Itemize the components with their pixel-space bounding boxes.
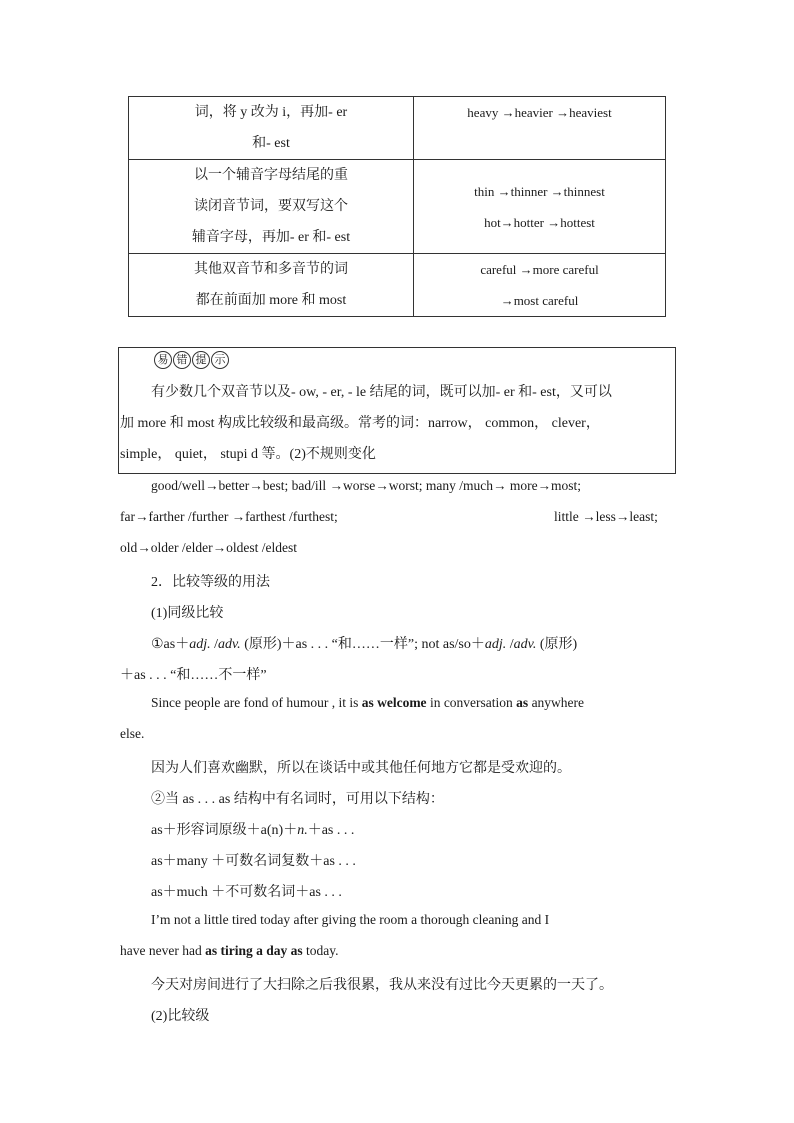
example-cell	[414, 254, 666, 317]
text-run: ①as＋	[151, 637, 190, 652]
table-row	[129, 97, 666, 160]
rule-line: 读闭音节词，要双写这个	[194, 199, 348, 214]
table-row	[129, 254, 666, 317]
tip-title-char: 提	[192, 351, 210, 369]
example-line: heavy →heavier →heaviest	[467, 105, 612, 120]
tip-title-char: 示	[211, 351, 229, 369]
text-run: as＋形容词原级＋a(n)＋	[151, 823, 298, 838]
rule-cell	[129, 160, 414, 254]
rule-item-1-cont: ＋as . . . “和……不一样”	[120, 668, 267, 683]
example-sentence-cont	[120, 943, 338, 959]
rule-line: 词，将 y 改为 i，再加- er	[194, 105, 348, 120]
text-run: /	[506, 637, 514, 652]
text-run: ＋as . . .	[307, 823, 355, 838]
tip-line: 有少数几个双音节以及- ow, - er, - le 结尾的词，既可以加- er 和- est，又可以	[151, 385, 612, 400]
irregular-line: far→farther /further →farthest /furthest;	[120, 509, 338, 524]
text-run: as welcome	[361, 695, 427, 710]
text-run: anywhere	[528, 695, 585, 710]
comparison-rules-table	[128, 96, 666, 317]
text-run: today.	[302, 943, 339, 958]
text-run: adv.	[513, 637, 537, 652]
tip-title-char: 易	[154, 351, 172, 369]
subsection-heading: (2)比较级	[151, 1009, 210, 1024]
section-heading: 2．比较等级的用法	[151, 575, 270, 590]
irregular-line: good/well→better→best; bad/ill →worse→worst; many /much→ more→most;	[151, 478, 582, 493]
rule-cell	[129, 97, 414, 160]
example-translation: 今天对房间进行了大扫除之后我很累，我从来没有过比今天更累的一天了。	[151, 978, 613, 993]
rule-line: 都在前面加 more 和 most	[195, 293, 347, 308]
table-row	[129, 160, 666, 254]
structure-line	[151, 819, 354, 839]
rule-line: 辅音字母，再加- er 和- est	[191, 230, 351, 245]
text-run: adj.	[484, 637, 507, 652]
example-line: thin →thinner →thinnest	[474, 183, 605, 199]
text-run: have never had	[120, 943, 206, 958]
irregular-line: little →less→least;	[554, 509, 658, 524]
text-run: n.	[297, 823, 308, 838]
subsection-heading: (1)同级比较	[151, 606, 224, 621]
text-run: in conversation	[426, 695, 517, 710]
example-translation: 因为人们喜欢幽默，所以在谈话中或其他任何地方它都是受欢迎的。	[151, 761, 571, 776]
structure-line: as＋much ＋不可数名词＋as . . .	[151, 885, 342, 900]
text-run: adj.	[189, 637, 211, 652]
text-run: adv.	[218, 637, 241, 652]
text-run: (原形)＋as . . . “和……一样”; not as/so＋	[240, 637, 485, 652]
irregular-line: old→older /elder→oldest /eldest	[120, 540, 297, 555]
tip-title	[154, 351, 229, 369]
tip-line: 加 more 和 most 构成比较级和最高级。常考的词：narrow， common， clever，	[120, 416, 600, 431]
rule-item-1	[151, 633, 577, 653]
tip-title-char: 错	[173, 351, 191, 369]
tip-line: simple， quiet， stupi d 等。(2)不规则变化	[120, 447, 376, 462]
text-run: as tiring a day as	[205, 943, 303, 958]
rule-item-2: ②当 as . . . as 结构中有名词时，可用以下结构：	[151, 792, 444, 807]
text-run: Since people are fond of humour , it is	[151, 695, 362, 710]
example-line: →most careful	[500, 293, 579, 308]
example-cell	[414, 160, 666, 254]
text-run: (原形)	[536, 637, 578, 652]
example-line: careful →more careful	[480, 262, 599, 277]
text-run: /	[210, 637, 218, 652]
example-cell	[414, 97, 666, 160]
rule-line: 以一个辅音字母结尾的重	[194, 168, 348, 183]
example-sentence	[151, 695, 584, 711]
rule-line: 和- est	[252, 136, 290, 151]
text-run: as	[516, 695, 529, 710]
example-sentence-cont: else.	[120, 726, 145, 741]
example-sentence: I’m not a little tired today after giving the room a thorough cleaning and I	[151, 912, 550, 927]
rule-cell	[129, 254, 414, 317]
example-line: hot→hotter →hottest	[484, 214, 595, 230]
structure-line: as＋many ＋可数名词复数＋as . . .	[151, 854, 356, 869]
rule-line: 其他双音节和多音节的词	[194, 262, 348, 277]
